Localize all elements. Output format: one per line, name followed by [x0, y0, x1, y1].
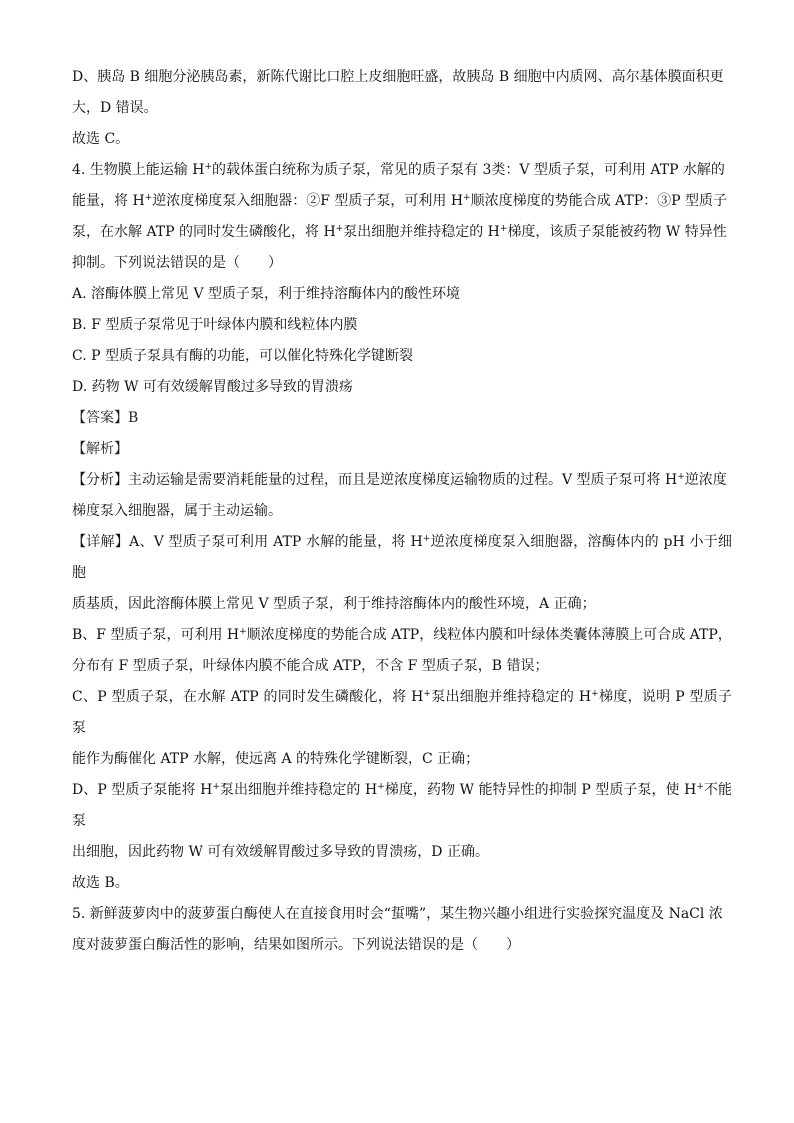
q4-stem-line3: 泵，在水解 ATP 的同时发生磷酸化，将 H+泵出细胞并维持稳定的 H+梯度，该质子泵能被药物 W 特异性 — [72, 224, 727, 240]
q4-option-b: B. F 型质子泵常见于叶绿体内膜和线粒体内膜 — [72, 317, 358, 333]
q4-detail-d-line2: 出细胞，因此药物 W 可有效缓解胃酸过多导致的胃溃疡，D 正确。 — [72, 844, 489, 860]
q4-stem-line4: 抑制。下列说法错误的是（ ） — [72, 255, 282, 271]
q3-option-d-explanation-line1: D、胰岛 B 细胞分泌胰岛素，新陈代谢比口腔上皮细胞旺盛，故胰岛 B 细胞中内质网、高尔基体膜面积更 — [72, 69, 724, 85]
q3-option-d-explanation-line2: 大，D 错误。 — [72, 100, 158, 116]
q4-detail-c-line2: 能作为酶催化 ATP 水解，使远离 A 的特殊化学键断裂，C 正确； — [72, 751, 480, 767]
q4-conclusion: 故选 B。 — [72, 875, 129, 891]
q4-analysis-line1: 【分析】主动运输是需要消耗能量的过程，而且是逆浓度梯度运输物质的过程。V 型质子泵可将 H+逆浓度 — [72, 472, 727, 488]
q3-conclusion: 故选 C。 — [72, 131, 130, 147]
q4-option-a: A. 溶酶体膜上常见 V 型质子泵，利于维持溶酶体内的酸性环境 — [72, 286, 461, 302]
q4-detail-a-line2: 质基质，因此溶酶体膜上常见 V 型质子泵，利于维持溶酶体内的酸性环境，A 正确； — [72, 596, 596, 612]
q4-analysis-line2: 梯度泵入细胞器，属于主动运输。 — [72, 503, 282, 519]
q4-detail-c-line1: C、P 型质子泵，在水解 ATP 的同时发生磷酸化，将 H+泵出细胞并维持稳定的 H+梯度，说明 P 型质子泵 — [72, 689, 732, 736]
q4-detail-b-line1: B、F 型质子泵，可利用 H+顺浓度梯度的势能合成 ATP，线粒体内膜和叶绿体类囊体薄膜上可合成 ATP， — [72, 627, 732, 643]
q4-analysis-heading: 【解析】 — [72, 441, 128, 457]
q4-option-d: D. 药物 W 可有效缓解胃酸过多导致的胃溃疡 — [72, 379, 353, 395]
q4-detail-a-line1: 【详解】A、V 型质子泵可利用 ATP 水解的能量，将 H+逆浓度梯度泵入细胞器，溶酶体内的 pH 小于细胞 — [72, 534, 732, 581]
q4-answer: 【答案】B — [72, 410, 139, 426]
q4-detail-b-line2: 分布有 F 型质子泵，叶绿体内膜不能合成 ATP，不含 F 型质子泵，B 错误； — [72, 658, 549, 674]
document-page — [72, 62, 732, 961]
q4-stem-line1: 4. 生物膜上能运输 H+的载体蛋白统称为质子泵，常见的质子泵有 3类：V 型质子泵，可利用 ATP 水解的 — [72, 162, 725, 178]
q5-stem-line1: 5. 新鲜菠萝肉中的菠萝蛋白酶使人在直接食用时会“蜇嘴”，某生物兴趣小组进行实验探究温度及 NaCl 浓 — [72, 906, 723, 922]
q4-detail-d-line1: D、P 型质子泵能将 H+泵出细胞并维持稳定的 H+梯度，药物 W 能特异性的抑制 P 型质子泵，使 H+不能泵 — [72, 782, 732, 829]
q4-stem-line2: 能量，将 H+逆浓度梯度泵入细胞器：②F 型质子泵，可利用 H+顺浓度梯度的势能合成 ATP：③P 型质子 — [72, 193, 728, 209]
q5-stem-line2: 度对菠萝蛋白酶活性的影响，结果如图所示。下列说法错误的是（ ） — [72, 937, 520, 953]
q4-option-c: C. P 型质子泵具有酶的功能，可以催化特殊化学键断裂 — [72, 348, 413, 364]
